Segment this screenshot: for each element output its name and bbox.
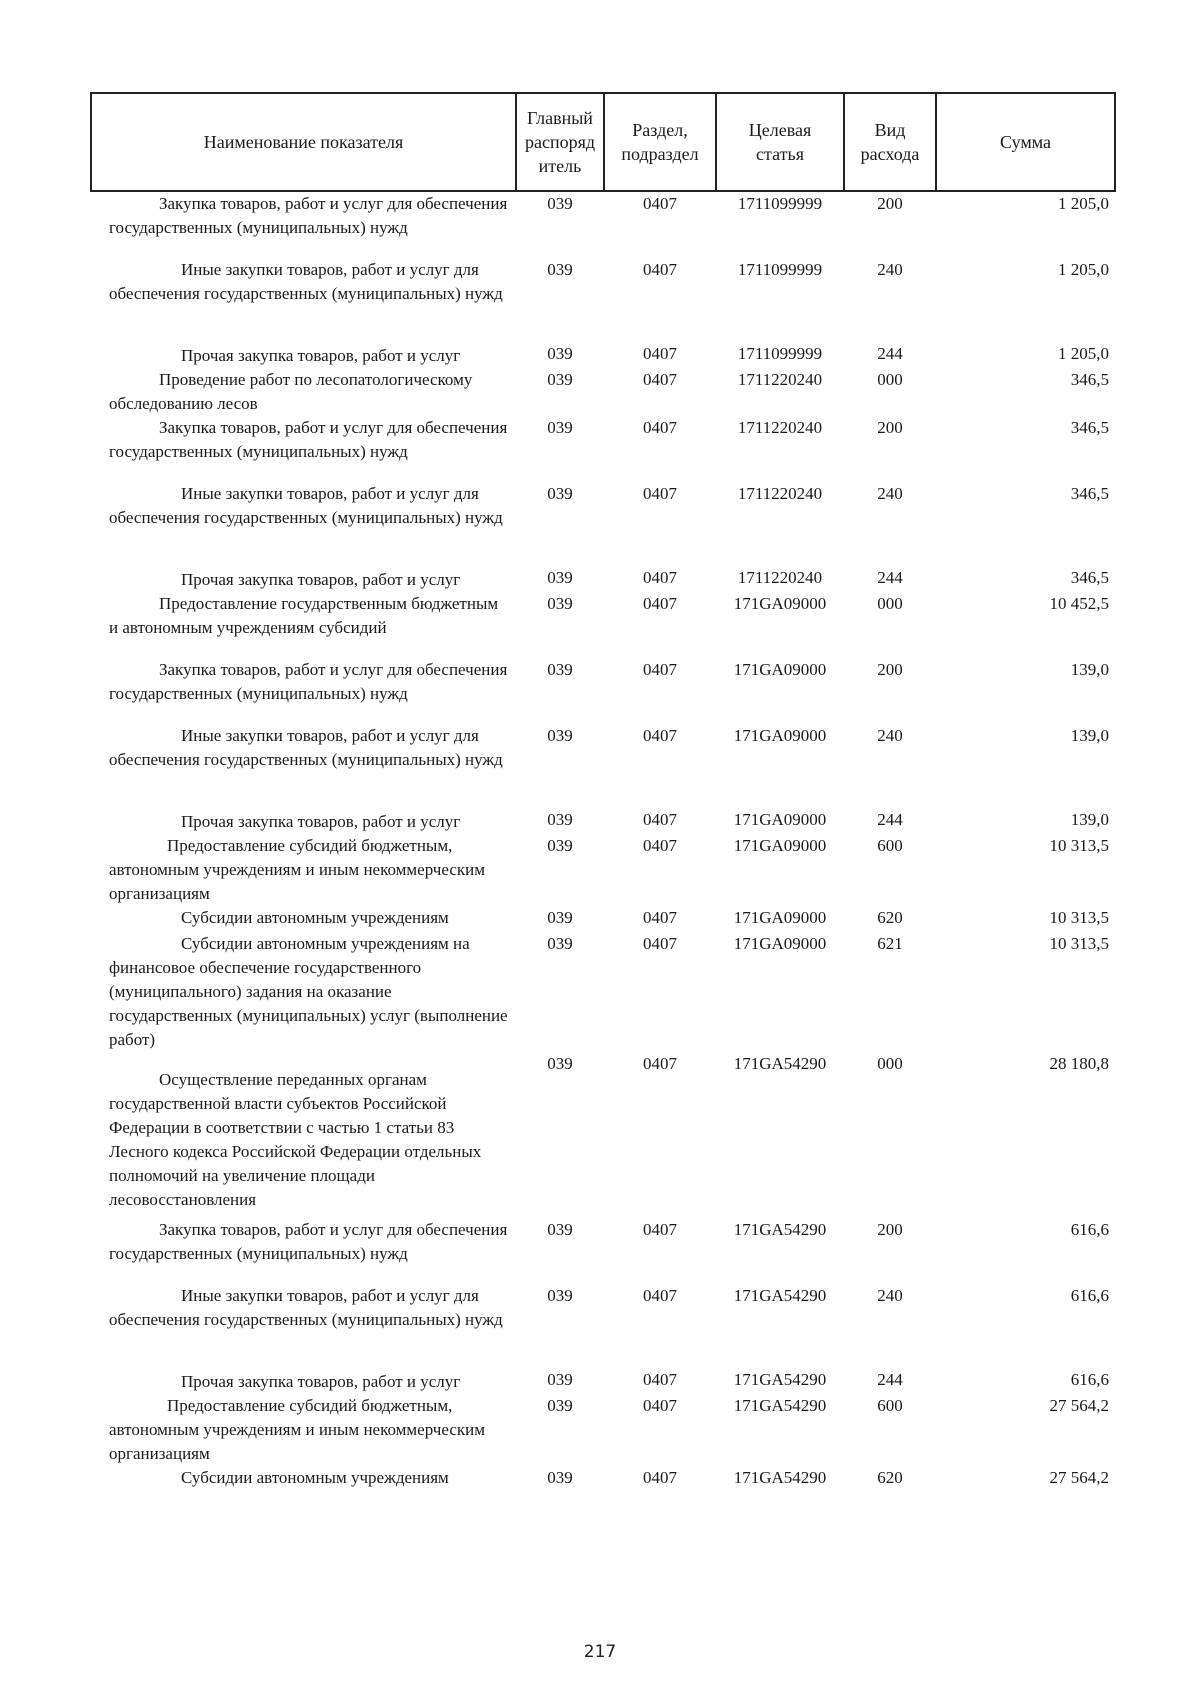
row-chief-manager: 039 xyxy=(547,810,573,829)
table-row xyxy=(91,1284,1115,1350)
row-sum: 616,6 xyxy=(1070,1220,1109,1239)
row-target-article: 171GA54290 xyxy=(733,1054,827,1073)
row-name: Иные закупки товаров, работ и услуг для обеспечения государственных (муниципальных) нужд xyxy=(109,484,503,527)
row-name-cell xyxy=(91,324,516,368)
row-chief-manager: 039 xyxy=(547,594,573,613)
row-sum: 139,0 xyxy=(1070,726,1109,745)
row-sum: 28 180,8 xyxy=(1049,1054,1109,1073)
row-expense-type: 240 xyxy=(877,260,903,279)
row-target-article: 1711220240 xyxy=(737,568,823,587)
row-chief-manager: 039 xyxy=(547,836,573,855)
row-name-cell xyxy=(91,548,516,592)
row-section: 0407 xyxy=(643,418,677,437)
row-sum: 1 205,0 xyxy=(1058,344,1109,363)
row-target-article: 171GA54290 xyxy=(733,1220,827,1239)
row-target-article: 1711099999 xyxy=(737,260,823,279)
row-name: Закупка товаров, работ и услуг для обеспечения государственных (муниципальных) нужд xyxy=(109,660,508,703)
row-expense-type: 600 xyxy=(877,1396,903,1415)
row-name-cell xyxy=(91,790,516,834)
row-sum: 10 313,5 xyxy=(1049,934,1109,953)
row-target-article: 171GA09000 xyxy=(733,836,827,855)
row-name-cell xyxy=(91,1052,516,1218)
header-chief-manager: Главный распоряд итель xyxy=(516,93,604,191)
row-name-cell xyxy=(91,416,516,482)
row-sum: 1 205,0 xyxy=(1058,260,1109,279)
row-name-cell xyxy=(91,368,516,416)
table-row xyxy=(91,834,1115,906)
row-name: Предоставление субсидий бюджетным, автономным учреждениям и иным некоммерческим организациям xyxy=(109,836,485,903)
row-sum: 27 564,2 xyxy=(1049,1468,1109,1487)
table-row xyxy=(91,592,1115,658)
table-row xyxy=(91,1218,1115,1284)
row-expense-type: 621 xyxy=(877,934,903,953)
row-section: 0407 xyxy=(643,1286,677,1305)
table-row xyxy=(91,368,1115,416)
row-chief-manager: 039 xyxy=(547,1468,573,1487)
row-target-article: 171GA09000 xyxy=(733,594,827,613)
row-sum: 346,5 xyxy=(1070,418,1109,437)
row-chief-manager: 039 xyxy=(547,418,573,437)
row-name: Субсидии автономным учреждениям xyxy=(181,908,449,927)
row-name: Прочая закупка товаров, работ и услуг xyxy=(181,570,461,589)
row-section: 0407 xyxy=(643,194,677,213)
header-sum: Сумма xyxy=(936,93,1115,191)
row-section: 0407 xyxy=(643,810,677,829)
table-row xyxy=(91,658,1115,724)
row-sum: 346,5 xyxy=(1070,568,1109,587)
row-sum: 27 564,2 xyxy=(1049,1396,1109,1415)
row-name: Иные закупки товаров, работ и услуг для обеспечения государственных (муниципальных) нужд xyxy=(109,1286,503,1329)
row-name-cell xyxy=(91,724,516,790)
row-expense-type: 240 xyxy=(877,1286,903,1305)
row-expense-type: 200 xyxy=(877,194,903,213)
row-sum: 10 313,5 xyxy=(1049,836,1109,855)
row-expense-type: 244 xyxy=(877,1370,903,1389)
table-row xyxy=(91,1466,1115,1492)
row-expense-type: 600 xyxy=(877,836,903,855)
row-section: 0407 xyxy=(643,1370,677,1389)
row-sum: 139,0 xyxy=(1070,660,1109,679)
row-section: 0407 xyxy=(643,1468,677,1487)
row-name-cell xyxy=(91,1350,516,1394)
row-name-cell xyxy=(91,932,516,1052)
row-expense-type: 000 xyxy=(877,1054,903,1073)
row-name: Осуществление переданных органам государственной власти субъектов Российской Федерации в соответствии с частью 1 статьи 83 Лесного кодекса Российской Федерации отдельных полномочий на увеличение площади лесовосстановления xyxy=(109,1070,482,1209)
row-expense-type: 620 xyxy=(877,1468,903,1487)
row-section: 0407 xyxy=(643,370,677,389)
table-body xyxy=(91,191,1115,1492)
row-expense-type: 620 xyxy=(877,908,903,927)
row-target-article: 171GA54290 xyxy=(733,1370,827,1389)
table-row xyxy=(91,191,1115,258)
row-name: Иные закупки товаров, работ и услуг для обеспечения государственных (муниципальных) нужд xyxy=(109,260,503,303)
row-name: Прочая закупка товаров, работ и услуг xyxy=(181,1372,461,1391)
row-name: Субсидии автономным учреждениям xyxy=(181,1468,449,1487)
row-name: Субсидии автономным учреждениям на финансовое обеспечение государственного (муниципального) задания на оказание государственных (муниципальных) услуг (выполнение работ) xyxy=(109,934,508,1049)
row-name-cell xyxy=(91,191,516,258)
table-row xyxy=(91,906,1115,932)
row-target-article: 171GA09000 xyxy=(733,660,827,679)
row-name-cell xyxy=(91,1284,516,1350)
row-name: Закупка товаров, работ и услуг для обеспечения государственных (муниципальных) нужд xyxy=(109,194,508,237)
table-header xyxy=(91,93,1115,191)
header-target-article: Целевая статья xyxy=(716,93,844,191)
row-sum: 346,5 xyxy=(1070,370,1109,389)
table-row xyxy=(91,548,1115,592)
row-expense-type: 240 xyxy=(877,484,903,503)
row-section: 0407 xyxy=(643,594,677,613)
table-row xyxy=(91,932,1115,1052)
row-sum: 616,6 xyxy=(1070,1286,1109,1305)
row-target-article: 171GA09000 xyxy=(733,908,827,927)
table-row xyxy=(91,416,1115,482)
row-name: Закупка товаров, работ и услуг для обеспечения государственных (муниципальных) нужд xyxy=(109,418,508,461)
row-chief-manager: 039 xyxy=(547,726,573,745)
row-name: Прочая закупка товаров, работ и услуг xyxy=(181,812,461,831)
row-name: Закупка товаров, работ и услуг для обеспечения государственных (муниципальных) нужд xyxy=(109,1220,508,1263)
row-chief-manager: 039 xyxy=(547,660,573,679)
row-expense-type: 200 xyxy=(877,660,903,679)
row-chief-manager: 039 xyxy=(547,484,573,503)
row-section: 0407 xyxy=(643,484,677,503)
row-chief-manager: 039 xyxy=(547,934,573,953)
row-name: Предоставление субсидий бюджетным, автономным учреждениям и иным некоммерческим организациям xyxy=(109,1396,485,1463)
row-chief-manager: 039 xyxy=(547,908,573,927)
row-target-article: 171GA09000 xyxy=(733,810,827,829)
row-sum: 616,6 xyxy=(1070,1370,1109,1389)
row-chief-manager: 039 xyxy=(547,260,573,279)
row-section: 0407 xyxy=(643,568,677,587)
budget-table xyxy=(90,92,1116,1492)
row-sum: 10 313,5 xyxy=(1049,908,1109,927)
row-name-cell xyxy=(91,1218,516,1284)
row-section: 0407 xyxy=(643,934,677,953)
row-section: 0407 xyxy=(643,660,677,679)
row-name-cell xyxy=(91,258,516,324)
header-section: Раздел, подраздел xyxy=(604,93,716,191)
row-name: Предоставление государственным бюджетным и автономным учреждениям субсидий xyxy=(109,594,499,637)
row-sum: 139,0 xyxy=(1070,810,1109,829)
table-row xyxy=(91,790,1115,834)
row-section: 0407 xyxy=(643,260,677,279)
row-section: 0407 xyxy=(643,1054,677,1073)
row-chief-manager: 039 xyxy=(547,1054,573,1073)
row-target-article: 1711220240 xyxy=(737,484,823,503)
row-name: Иные закупки товаров, работ и услуг для обеспечения государственных (муниципальных) нужд xyxy=(109,726,503,769)
table-row xyxy=(91,1052,1115,1218)
row-sum: 346,5 xyxy=(1070,484,1109,503)
row-sum: 1 205,0 xyxy=(1058,194,1109,213)
header-expense-type: Вид расхода xyxy=(844,93,936,191)
row-expense-type: 200 xyxy=(877,1220,903,1239)
row-target-article: 1711099999 xyxy=(737,344,823,363)
row-chief-manager: 039 xyxy=(547,1220,573,1239)
row-name-cell xyxy=(91,482,516,548)
table-row xyxy=(91,258,1115,324)
row-chief-manager: 039 xyxy=(547,344,573,363)
row-section: 0407 xyxy=(643,908,677,927)
row-expense-type: 244 xyxy=(877,568,903,587)
row-chief-manager: 039 xyxy=(547,568,573,587)
row-target-article: 1711220240 xyxy=(737,418,823,437)
row-name: Прочая закупка товаров, работ и услуг xyxy=(181,346,461,365)
row-expense-type: 200 xyxy=(877,418,903,437)
row-expense-type: 244 xyxy=(877,344,903,363)
row-expense-type: 244 xyxy=(877,810,903,829)
header-name: Наименование показателя xyxy=(91,93,516,191)
row-name-cell xyxy=(91,658,516,724)
row-section: 0407 xyxy=(643,1220,677,1239)
row-section: 0407 xyxy=(643,344,677,363)
table-row xyxy=(91,1350,1115,1394)
row-name-cell xyxy=(91,1466,516,1492)
row-section: 0407 xyxy=(643,726,677,745)
row-section: 0407 xyxy=(643,1396,677,1415)
row-name-cell xyxy=(91,906,516,932)
row-target-article: 1711220240 xyxy=(737,370,823,389)
table-row xyxy=(91,1394,1115,1466)
row-target-article: 171GA09000 xyxy=(733,934,827,953)
row-section: 0407 xyxy=(643,836,677,855)
row-target-article: 171GA54290 xyxy=(733,1468,827,1487)
row-chief-manager: 039 xyxy=(547,1396,573,1415)
table-row xyxy=(91,324,1115,368)
row-target-article: 171GA54290 xyxy=(733,1286,827,1305)
table-row xyxy=(91,724,1115,790)
row-chief-manager: 039 xyxy=(547,1286,573,1305)
row-name-cell xyxy=(91,1394,516,1466)
row-name-cell xyxy=(91,592,516,658)
row-name-cell xyxy=(91,834,516,906)
table-row xyxy=(91,482,1115,548)
row-expense-type: 000 xyxy=(877,594,903,613)
page-number: 217 xyxy=(583,1642,617,1662)
row-target-article: 171GA54290 xyxy=(733,1396,827,1415)
row-chief-manager: 039 xyxy=(547,1370,573,1389)
row-chief-manager: 039 xyxy=(547,370,573,389)
row-sum: 10 452,5 xyxy=(1049,594,1109,613)
row-target-article: 171GA09000 xyxy=(733,726,827,745)
row-chief-manager: 039 xyxy=(547,194,573,213)
row-expense-type: 000 xyxy=(877,370,903,389)
row-target-article: 1711099999 xyxy=(737,194,823,213)
row-expense-type: 240 xyxy=(877,726,903,745)
row-name: Проведение работ по лесопатологическому обследованию лесов xyxy=(109,370,473,413)
